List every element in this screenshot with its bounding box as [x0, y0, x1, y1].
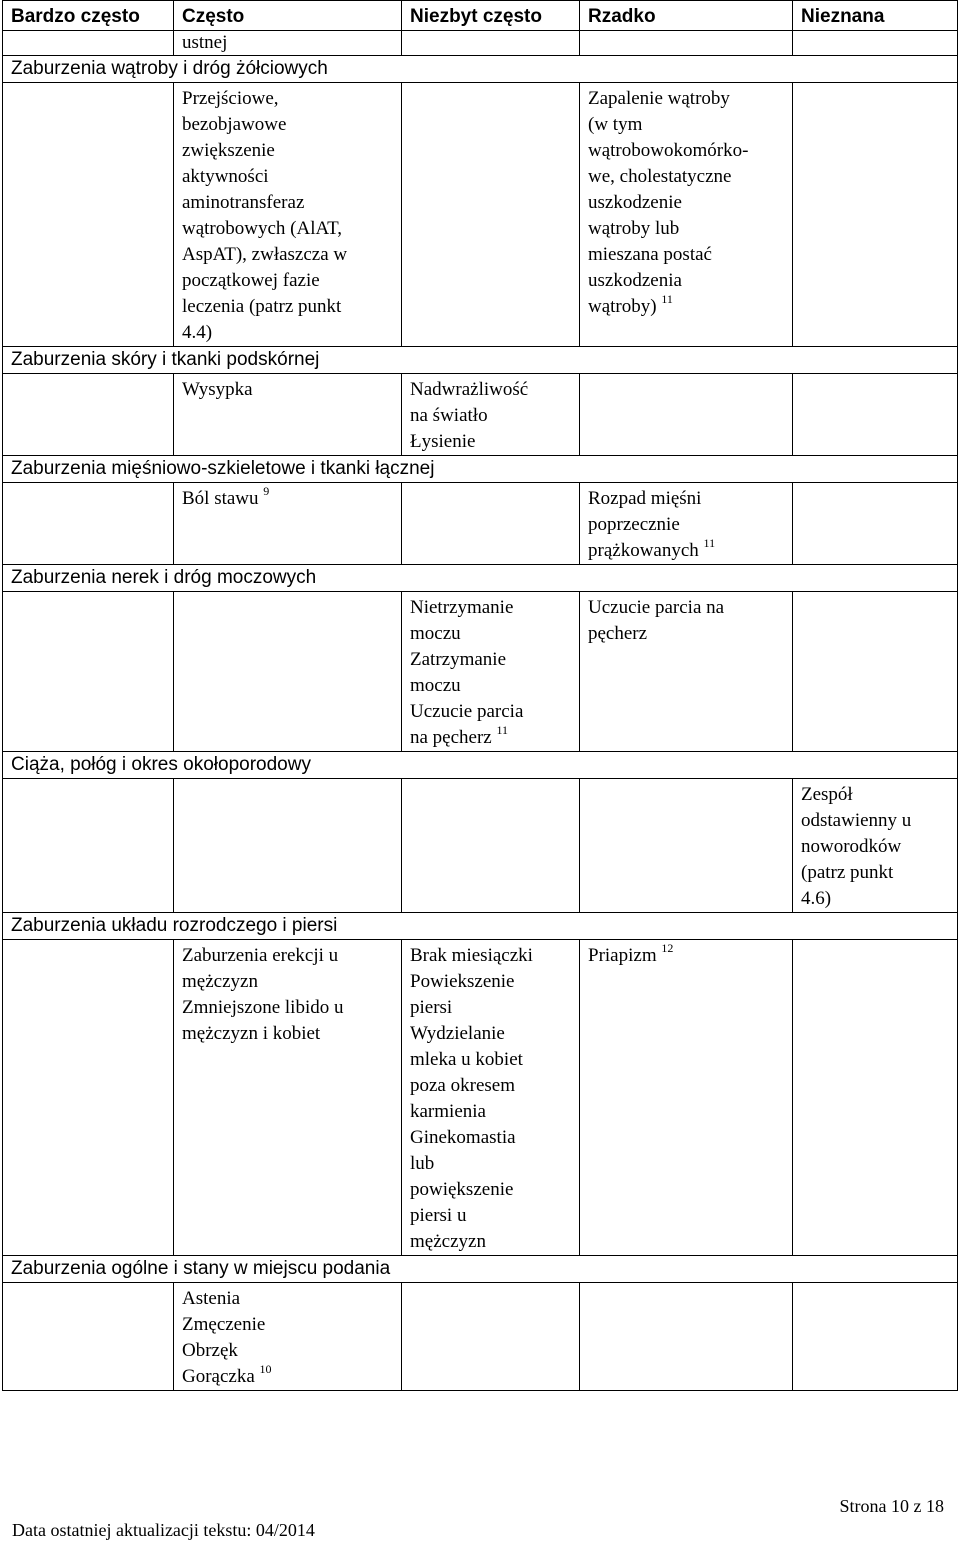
section-row-general: [3, 1256, 958, 1283]
section-row-renal: [3, 565, 958, 592]
liver-rare-cell: Zapalenie wątroby (w tym wątrobowokomórko- we, cholestatyczne uszkodzenie wątroby lub mieszana postać uszkodzenia wątroby) $^{11}$: [580, 83, 793, 347]
section-row-musculoskeletal: [3, 456, 958, 483]
reproductive-uncommon-cell: Brak miesiączki Powiekszenie piersi Wydzielanie mleka u kobiet poza okresem karmienia Ginekomastia lub powiększenie piersi u mężczyzn: [402, 940, 580, 1256]
skin-often-cell: Wysypka: [174, 374, 402, 456]
footnote-ref: 10: [259, 1362, 272, 1376]
musculo-often-cell: Ból stawu $^9$: [174, 483, 402, 565]
table-row: [3, 940, 958, 1256]
table-row: [3, 483, 958, 565]
table-row: [3, 374, 958, 456]
table-row: [3, 1283, 958, 1391]
table-row: [3, 83, 958, 347]
reproductive-often-cell: Zaburzenia erekcji u mężczyzn Zmniejszone libido u mężczyzn i kobiet: [174, 940, 402, 1256]
section-row-pregnancy: [3, 752, 958, 779]
footnote-ref: 9: [263, 484, 270, 498]
footnote-ref: 11: [496, 723, 509, 737]
section-title: Zaburzenia wątroby i dróg żółciowych: [3, 56, 793, 83]
header-uncommon: Niezbyt często: [402, 1, 580, 31]
header-unknown: Nieznana: [793, 1, 958, 31]
section-row-reproductive: [3, 913, 958, 940]
pregnancy-unknown-cell: Zespół odstawienny u noworodków (patrz punkt 4.6): [793, 779, 958, 913]
header-very-often: Bardzo często: [3, 1, 174, 31]
footnote-ref: 12: [661, 941, 674, 955]
section-title: Zaburzenia układu rozrodczego i piersi: [3, 913, 793, 940]
musculo-rare-cell: Rozpad mięśni poprzecznie prążkowanych $^{11}$: [580, 483, 793, 565]
section-title: Zaburzenia ogólne i stany w miejscu podania: [3, 1256, 793, 1283]
general-often-cell: Astenia Zmęczenie Obrzęk Gorączka $^{10}$: [174, 1283, 402, 1391]
header-often: Często: [174, 1, 402, 31]
renal-uncommon-cell: Nietrzymanie moczu Zatrzymanie moczu Uczucie parcia na pęcherz $^{11}$: [402, 592, 580, 752]
section-title: Zaburzenia nerek i dróg moczowych: [3, 565, 793, 592]
footnote-ref: 11: [703, 536, 716, 550]
section-title: Ciąża, połóg i okres okołoporodowy: [3, 752, 793, 779]
reproductive-rare-cell: Priapizm $^{12}$: [580, 940, 793, 1256]
page-number: Strona 10 z 18: [839, 1496, 944, 1516]
footnote-ref: 11: [661, 292, 673, 306]
header-rare: Rzadko: [580, 1, 793, 31]
table-row: [3, 592, 958, 752]
table-row: [3, 31, 958, 56]
section-row-liver: [3, 56, 958, 83]
table-header-row: [3, 1, 958, 31]
renal-rare-cell: Uczucie parcia na pęcherz: [580, 592, 793, 752]
skin-uncommon-cell: Nadwrażliwość na światło Łysienie: [402, 374, 580, 456]
section-title: Zaburzenia mięśniowo-szkieletowe i tkanki łącznej: [3, 456, 793, 483]
revision-date: Data ostatniej aktualizacji tekstu: 04/2014: [12, 1520, 315, 1540]
section-row-skin: [3, 347, 958, 374]
liver-often-cell: Przejściowe, bezobjawowe zwiększenie aktywności aminotransferaz wątrobowych (AlAT, AspAT), zwłaszcza w początkowej fazie leczenia (patrz punkt 4.4): [174, 83, 402, 347]
section-title: Zaburzenia skóry i tkanki podskórnej: [3, 347, 793, 374]
adverse-effects-table: [2, 0, 958, 1391]
table-row: [3, 779, 958, 913]
continued-cell: ustnej: [174, 31, 402, 56]
